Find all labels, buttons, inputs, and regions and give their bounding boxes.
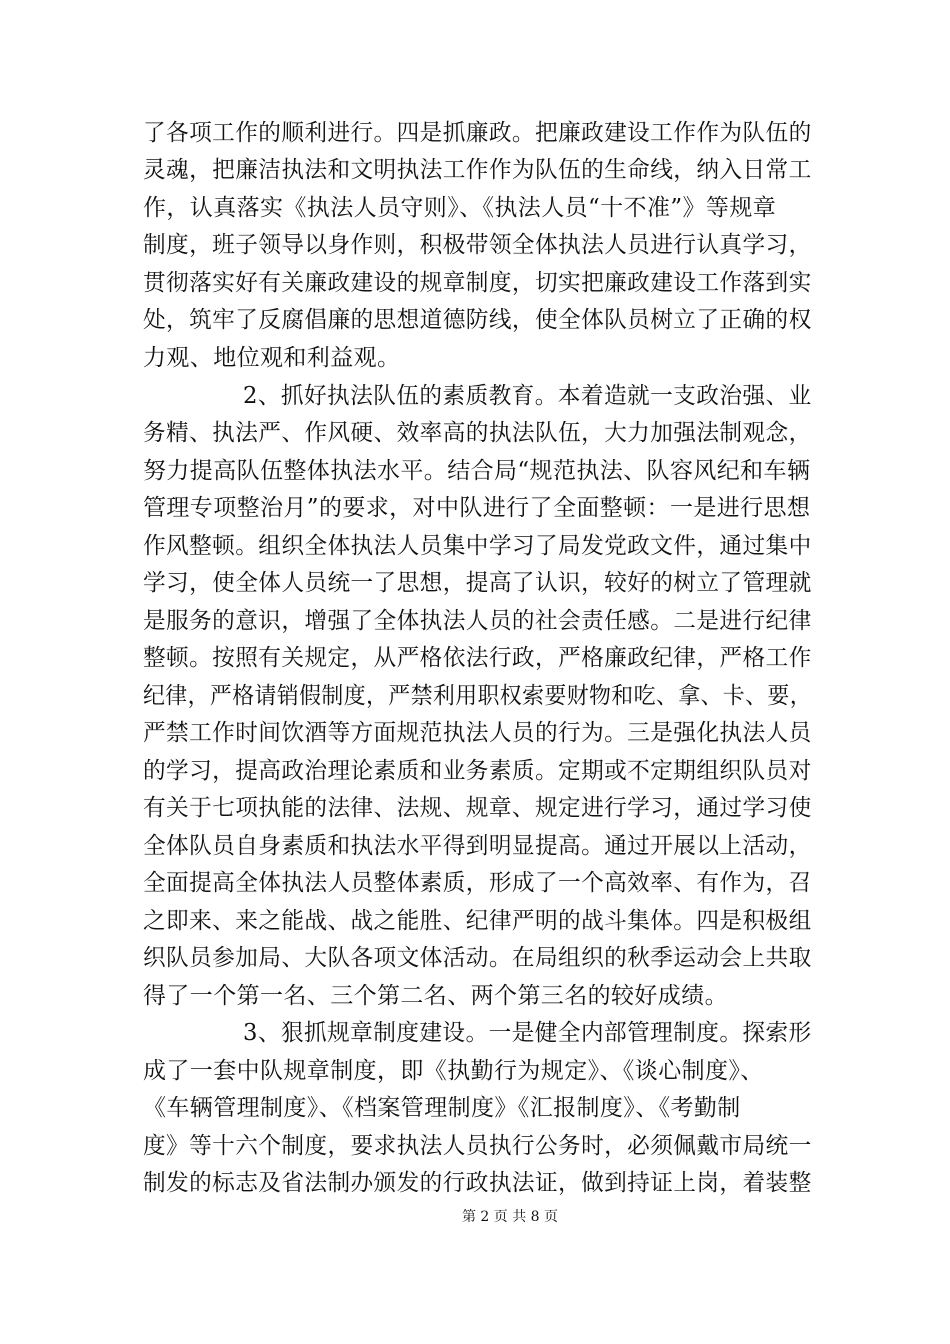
body-text-line: 贯彻落实好有关廉政建设的规章制度，切实把廉政建设工作落到实 xyxy=(143,270,812,296)
body-text-line: 管理专项整治月”的要求，对中队进行了全面整顿：一是进行思想 xyxy=(143,495,811,521)
body-text-line: 整顿。按照有关规定，从严格依法行政，严格廉政纪律，严格工作 xyxy=(143,645,812,671)
body-text-line: 得了一个第一名、三个第二名、两个第三名的较好成绩。 xyxy=(143,983,728,1009)
body-text-line: 的学习，提高政治理论素质和业务素质。定期或不定期组织队员对 xyxy=(143,758,812,784)
body-text-line: 《车辆管理制度》、《档案管理制度》《汇报制度》、《考勤制 xyxy=(143,1095,741,1121)
body-text-line: 制度，班子领导以身作则，积极带领全体执法人员进行认真学习， xyxy=(143,232,812,258)
body-text-line: 严禁工作时间饮酒等方面规范执法人员的行为。三是强化执法人员 xyxy=(143,720,812,746)
paragraph-3-first-line: 3、狠抓规章制度建设。一是健全内部管理制度。探索形 xyxy=(243,1020,812,1046)
body-text-line: 织队员参加局、大队各项文体活动。在局组织的秋季运动会上共取 xyxy=(143,945,812,971)
body-text-line: 纪律，严格请销假制度，严禁利用职权索要财物和吃、拿、卡、要， xyxy=(143,683,813,709)
body-text-line: 务精、执法严、作风硬、效率高的执法队伍，大力加强法制观念， xyxy=(143,420,812,446)
paragraph-2-first-line: 2、抓好执法队伍的素质教育。本着造就一支政治强、业 xyxy=(243,383,812,409)
body-text-line: 作风整顿。组织全体执法人员集中学习了局发党政文件，通过集中 xyxy=(143,533,812,559)
body-text-line: 努力提高队伍整体执法水平。结合局“规范执法、队容风纪和车辆 xyxy=(143,458,811,484)
body-text-line: 之即来、来之能战、战之能胜、纪律严明的战斗集体。四是积极组 xyxy=(143,908,812,934)
body-text-line: 度》等十六个制度，要求执法人员执行公务时，必须佩戴市局统一 xyxy=(143,1133,812,1159)
body-text-line: 了各项工作的顺利进行。四是抓廉政。把廉政建设工作作为队伍的 xyxy=(143,120,812,146)
body-text-line: 制发的标志及省法制办颁发的行政执法证，做到持证上岗，着装整 xyxy=(143,1170,812,1196)
body-text-line: 处，筑牢了反腐倡廉的思想道德防线，使全体队员树立了正确的权 xyxy=(143,307,812,333)
body-text-line: 全面提高全体执法人员整体素质，形成了一个高效率、有作为，召 xyxy=(143,870,812,896)
body-text-line: 全体队员自身素质和执法水平得到明显提高。通过开展以上活动， xyxy=(143,833,812,859)
body-text-line: 灵魂，把廉洁执法和文明执法工作作为队伍的生命线，纳入日常工 xyxy=(143,157,812,183)
page-number-footer: 第 2 页 共 8 页 xyxy=(461,1209,559,1225)
body-text-line: 成了一套中队规章制度，即《执勤行为规定》、《谈心制度》、 xyxy=(143,1058,764,1084)
body-text-line: 是服务的意识，增强了全体执法人员的社会责任感。二是进行纪律 xyxy=(143,608,812,634)
body-text-line: 有关于七项执能的法律、法规、规章、规定进行学习，通过学习使 xyxy=(143,795,812,821)
body-text-line: 力观、地位观和利益观。 xyxy=(143,345,401,371)
body-text-line: 作，认真落实《执法人员守则》、《执法人员“十不准”》等规章 xyxy=(143,195,777,221)
body-text-line: 学习，使全体人员统一了思想，提高了认识，较好的树立了管理就 xyxy=(143,570,812,596)
